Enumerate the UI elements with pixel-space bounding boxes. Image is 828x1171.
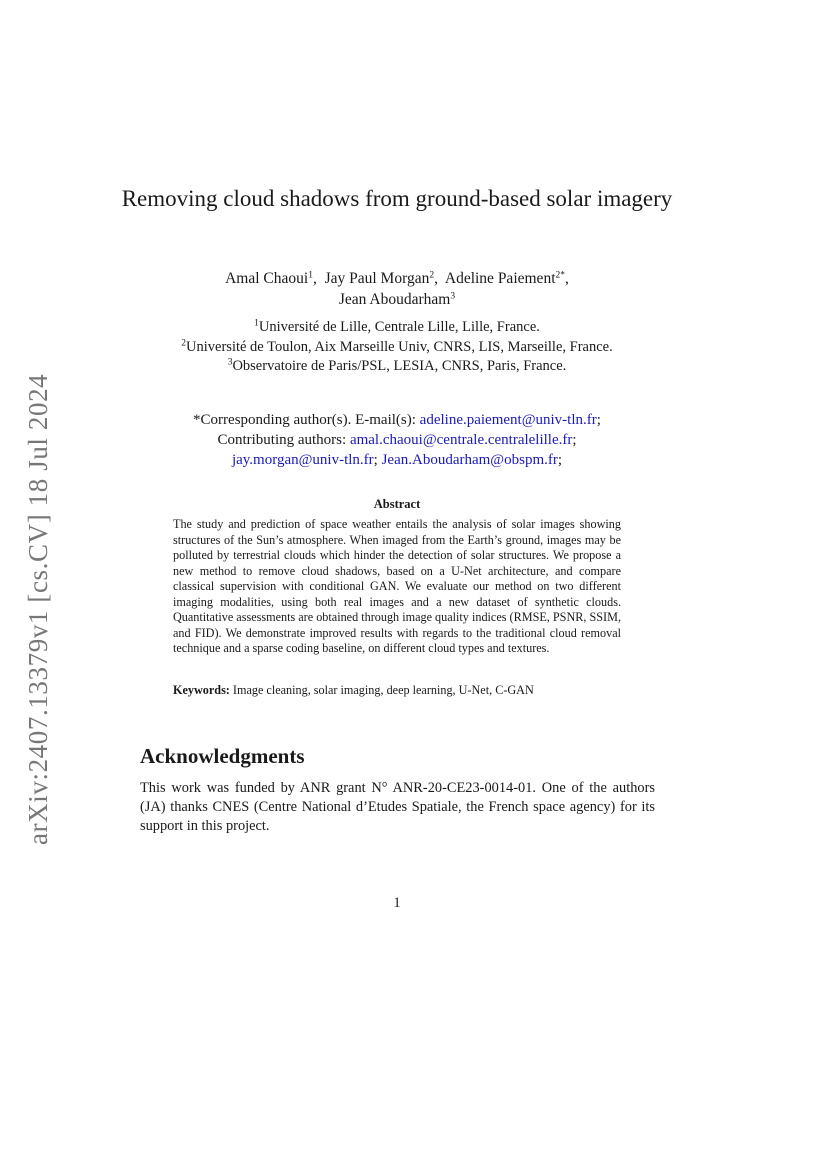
- page-number: 1: [393, 895, 401, 911]
- keywords-text: Image cleaning, solar imaging, deep learning, U-Net, C-GAN: [232, 683, 534, 697]
- contributing-email-link[interactable]: amal.chaoui@centrale.centralelille.fr: [349, 432, 573, 448]
- affiliation-text: Université de Toulon, Aix Marseille Univ, CNRS, LIS, Marseille, France.: [186, 338, 613, 355]
- acknowledgments-text: This work was funded by ANR grant N° ANR-20-CE23-0014-01. One of the authors (JA) thanks CNES (Centre National d’Etudes Spatiale, the French space agency) for its support in this project.: [140, 780, 655, 834]
- author-affiliation-mark: 2*: [555, 270, 565, 281]
- affiliation-item: [100, 357, 694, 377]
- keywords-label: Keywords:: [173, 683, 230, 697]
- corresponding-email-link[interactable]: adeline.paiement@univ-tln.fr: [419, 412, 597, 428]
- arxiv-identifier-stamp: arXiv:2407.13379v1 [cs.CV] 18 Jul 2024: [23, 373, 53, 845]
- author-affiliation-mark: 3: [450, 291, 456, 302]
- affiliation-item: [100, 338, 694, 358]
- keywords-line: [173, 683, 621, 699]
- author-list: Amal Chaoui$^1$, Jay Paul Morgan$^2$, Adeline Paiement$^{2*}$, Jean Aboudarham$^3$: [225, 270, 569, 308]
- contact-block: [120, 410, 674, 470]
- contributing-authors-line: Contributing authors: amal.chaoui@centrale.centralelille.fr;: [217, 432, 577, 448]
- author-name: Adeline Paiement: [444, 270, 556, 287]
- affiliation-text: Observatoire de Paris/PSL, LESIA, CNRS, Paris, France.: [232, 358, 567, 374]
- author-name: Amal Chaoui: [225, 270, 309, 287]
- author-affiliation-mark: 1: [308, 270, 313, 281]
- contributing-email-link[interactable]: jay.morgan@univ-tln.fr: [231, 452, 374, 468]
- contributing-authors-label: Contributing authors:: [217, 432, 347, 448]
- corresponding-author-label: *Corresponding author(s). E-mail(s):: [193, 412, 416, 428]
- affiliation-mark: 2: [181, 338, 187, 348]
- affiliation-mark: 1: [254, 318, 259, 329]
- author-name: Jean Aboudarham: [338, 291, 451, 308]
- corresponding-author-line: *Corresponding author(s). E-mail(s): adeline.paiement@univ-tln.fr;: [193, 412, 601, 428]
- author-name: Jay Paul Morgan: [324, 270, 430, 287]
- affiliation-list: [100, 318, 694, 377]
- affiliation-mark: 3: [227, 357, 233, 368]
- paper-title: Removing cloud shadows from ground-based solar imagery: [121, 186, 673, 211]
- affiliation-item: [100, 318, 694, 338]
- author-affiliation-mark: 2: [429, 270, 435, 281]
- abstract-text: The study and prediction of space weather entails the analysis of solar images showing structures of the Sun’s atmosphere. When imaged from the Earth’s ground, images may be polluted by terrestrial clouds which hinder the detection of solar structures. We propose a new method to remove cloud shadows, based on a U-Net architecture, and compare classical supervision with conditional GAN. We evaluate our method on two different imaging modalities, using both real images and a new dataset of synthetic clouds. Quantitative assessments are obtained through image quality indices (RMSE, PSNR, SSIM, and FID). We demonstrate improved results with regards to the traditional cloud removal technique and a sparse coding baseline, on different cloud types and textures.: [173, 517, 621, 655]
- abstract-heading: Abstract: [373, 497, 421, 511]
- acknowledgments-heading: Acknowledgments: [140, 744, 305, 768]
- contributing-authors-line: jay.morgan@univ-tln.fr; Jean.Aboudarham@obspm.fr;: [231, 452, 563, 468]
- contributing-email-link[interactable]: Jean.Aboudarham@obspm.fr: [381, 452, 558, 468]
- affiliation-text: Université de Lille, Centrale Lille, Lille, France.: [258, 319, 540, 335]
